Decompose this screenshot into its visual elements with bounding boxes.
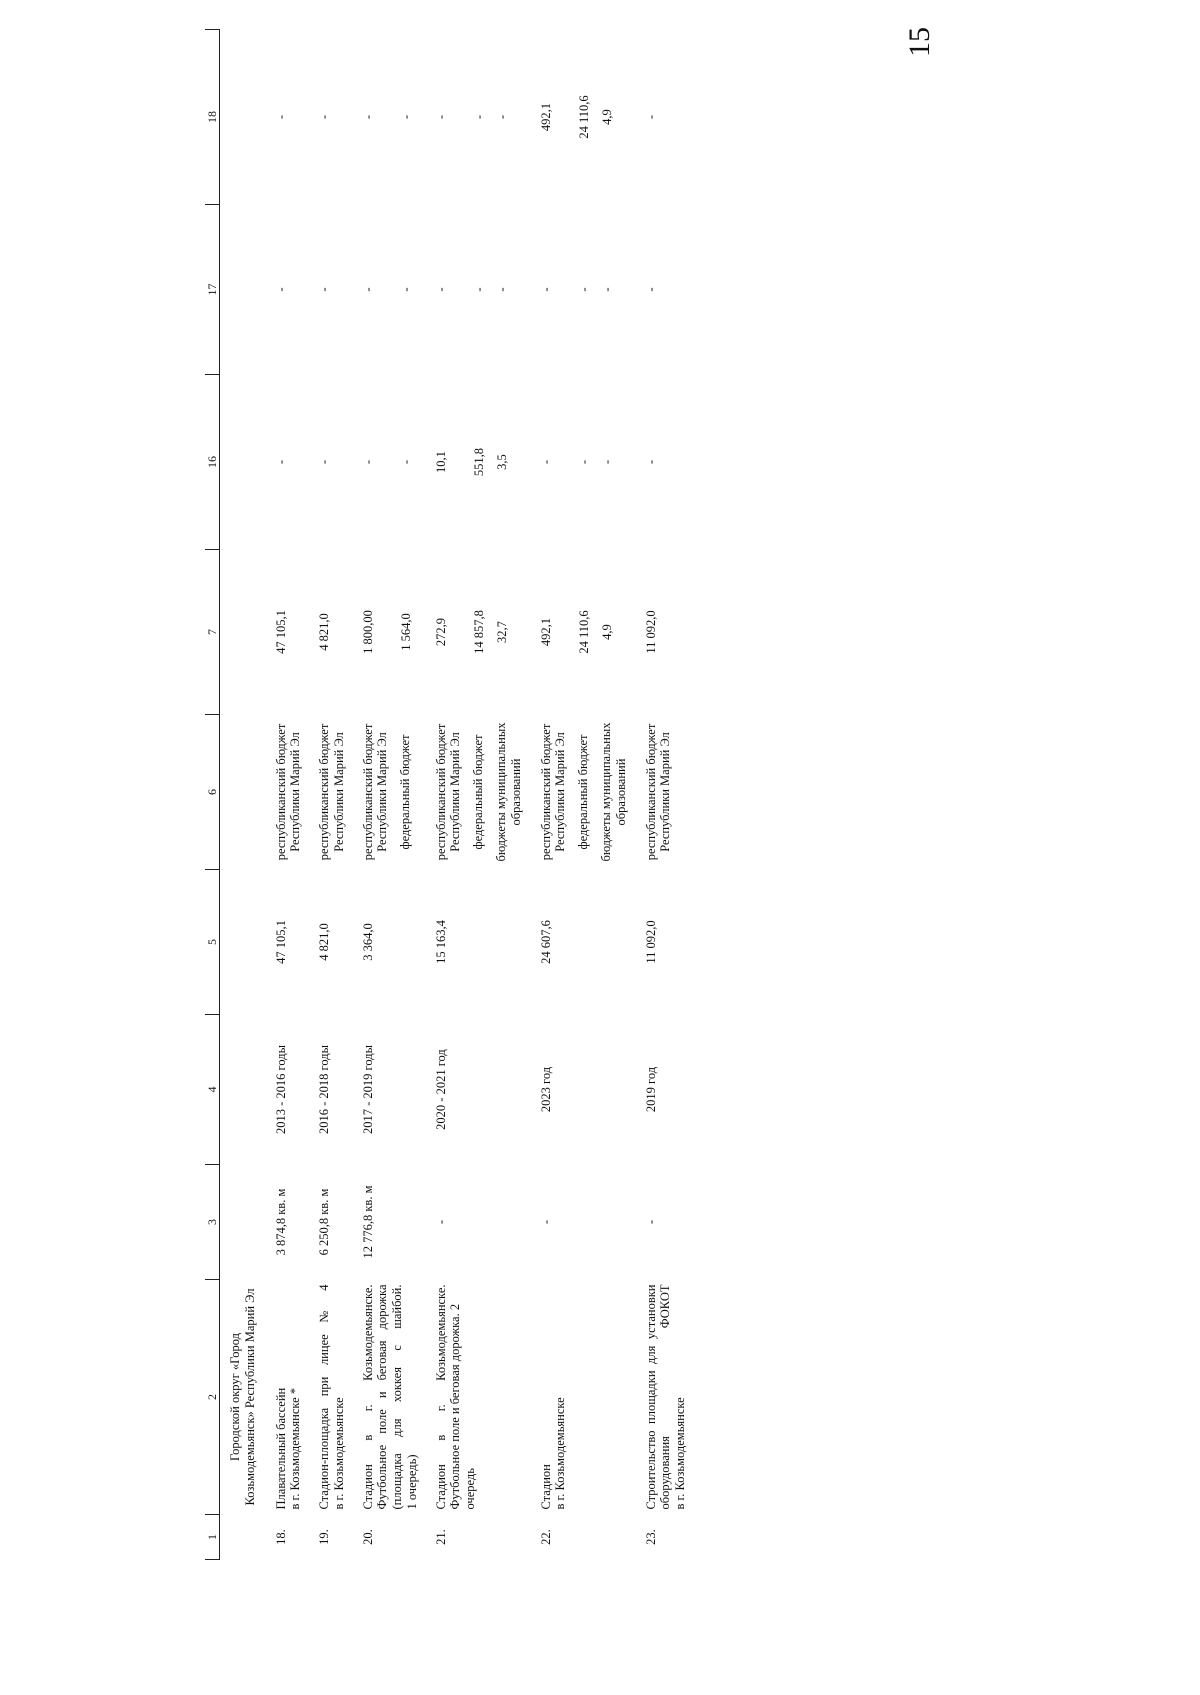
total-cost: 3 364,0	[360, 923, 375, 961]
value-c7	[640, 550, 698, 715]
funding-sources	[640, 715, 698, 870]
funding-sources	[430, 715, 535, 870]
value-item: 24 110,6	[576, 95, 591, 139]
value-item: -	[643, 459, 658, 465]
period: 2019 год	[643, 1066, 658, 1113]
object-name-line: в г. Козьмодемьянске	[553, 1397, 568, 1510]
row-number: 21.	[433, 1529, 448, 1545]
value-item: -	[494, 287, 509, 292]
table-row	[313, 30, 357, 1560]
object-name	[270, 1280, 314, 1515]
capacity: 6 250,8 кв. м	[317, 1188, 332, 1256]
value-c17	[430, 205, 535, 375]
value-item: 14 857,8	[471, 610, 486, 654]
value-item: 492,1	[538, 617, 553, 647]
period: 2013 - 2016 годы	[273, 1045, 288, 1135]
value-c18	[270, 30, 314, 205]
column-header-18: 18	[205, 30, 220, 205]
funding-sources	[535, 715, 640, 870]
value-item: -	[471, 114, 486, 120]
period: 2016 - 2018 годы	[317, 1045, 332, 1135]
value-c18	[640, 30, 698, 205]
object-name-line: Футбольное поле и беговая дорожка (площадка для хоккея с шайбой.	[375, 1284, 405, 1510]
value-item: 11 092,0	[643, 610, 658, 654]
object-name-line: Футбольное поле и беговая дорожка. 2 очередь	[448, 1303, 478, 1510]
value-item: -	[398, 114, 413, 120]
value-item: -	[494, 114, 509, 120]
value-item: 10,1	[433, 451, 448, 473]
object-name-line: Стадион в г. Козьмодемьянске.	[360, 1284, 375, 1510]
value-item: -	[360, 287, 375, 292]
object-name	[640, 1280, 698, 1515]
value-item: -	[273, 287, 288, 292]
column-header-6: 6	[205, 715, 220, 870]
object-name-line: Плавательный бассейн	[273, 1387, 288, 1510]
value-item: 32,7	[494, 621, 509, 643]
value-item: 492,1	[538, 102, 553, 132]
object-name-line: Строительство площадки для установки оборудования ФОКОТ	[643, 1284, 673, 1510]
table-body	[220, 30, 698, 1560]
column-header-4: 4	[205, 1015, 220, 1165]
value-item: 4,9	[599, 109, 614, 125]
object-name	[357, 1280, 430, 1515]
value-item: -	[360, 459, 375, 465]
funding-source: республиканский бюджет Республики Марий Эл	[643, 723, 673, 861]
value-c18	[357, 30, 430, 205]
table-row	[270, 30, 314, 1560]
value-item: -	[317, 114, 332, 120]
object-name	[313, 1280, 357, 1515]
object-name	[535, 1280, 640, 1515]
column-header-1: 1	[205, 1515, 220, 1560]
funding-source: республиканский бюджет Республики Марий Эл	[538, 723, 568, 861]
row-number: 22.	[538, 1529, 553, 1545]
value-c17	[535, 205, 640, 375]
funding-sources	[357, 715, 430, 870]
value-item: -	[643, 114, 658, 120]
value-c18	[535, 30, 640, 205]
funding-source: федеральный бюджет	[398, 734, 413, 850]
value-item: -	[643, 287, 658, 292]
total-cost: 24 607,6	[538, 920, 553, 964]
object-name-line: Стадион-площадка при лицее № 4	[317, 1284, 332, 1510]
value-c17	[640, 205, 698, 375]
funding-source: бюджеты муниципальных образований	[598, 722, 628, 862]
total-cost: 4 821,0	[317, 923, 332, 961]
value-item: -	[538, 459, 553, 465]
value-item: -	[576, 459, 591, 465]
table-row	[357, 30, 430, 1560]
row-number: 20.	[360, 1529, 375, 1545]
value-c16	[313, 375, 357, 550]
value-item: -	[317, 287, 332, 292]
value-c7	[535, 550, 640, 715]
value-item: 24 110,6	[576, 610, 591, 654]
value-item: -	[599, 287, 614, 292]
column-header-7: 7	[205, 550, 220, 715]
row-number: 18.	[273, 1529, 288, 1545]
value-item: -	[273, 114, 288, 120]
value-item: 1 800,00	[360, 610, 375, 654]
value-item: -	[360, 114, 375, 120]
table-row	[640, 30, 698, 1560]
funding-source: федеральный бюджет	[471, 734, 486, 850]
value-item: 272,9	[433, 617, 448, 647]
value-c18	[313, 30, 357, 205]
page-number: 15	[903, 27, 936, 57]
row-number: 19.	[317, 1529, 332, 1545]
header-row	[205, 30, 220, 1560]
funding-source: федеральный бюджет	[576, 734, 591, 850]
column-header-2: 2	[205, 1280, 220, 1515]
total-cost: 11 092,0	[643, 920, 658, 964]
object-name-line: Стадион в г. Козьмодемьянске.	[433, 1284, 448, 1510]
value-c7	[357, 550, 430, 715]
value-item: -	[273, 459, 288, 465]
capacity: -	[433, 1219, 448, 1225]
capacity: -	[538, 1219, 553, 1225]
column-header-5: 5	[205, 870, 220, 1015]
funding-sources	[270, 715, 314, 870]
period: 2023 год	[538, 1066, 553, 1113]
value-item: -	[433, 287, 448, 292]
period: 2020 - 2021 год	[433, 1049, 448, 1130]
value-item: -	[398, 459, 413, 465]
value-item: 551,8	[471, 447, 486, 477]
capacity: 3 874,8 кв. м	[273, 1188, 288, 1256]
value-c16	[640, 375, 698, 550]
total-cost: 47 105,1	[273, 920, 288, 964]
value-item: -	[576, 287, 591, 292]
funding-source: республиканский бюджет Республики Марий Эл	[317, 723, 346, 861]
value-item: -	[317, 459, 332, 465]
region-title: Городской округ «Город Козьмодемьянск» Республики Марий Эл	[228, 1288, 257, 1506]
value-c17	[270, 205, 314, 375]
value-c16	[357, 375, 430, 550]
object-name-line: в г. Козьмодемьянске *	[288, 1387, 303, 1510]
value-item: -	[398, 287, 413, 292]
value-item: 1 564,0	[398, 613, 413, 651]
region-row	[220, 30, 270, 1560]
funding-source: республиканский бюджет Республики Марий Эл	[360, 723, 390, 861]
capacity: 12 776,8 кв. м	[360, 1185, 375, 1259]
period: 2017 - 2019 годы	[360, 1045, 375, 1135]
object-name-line: в г. Козьмодемьянске	[331, 1397, 346, 1510]
object-name-line: Стадион	[538, 1464, 553, 1510]
value-item: 3,5	[494, 454, 509, 470]
value-item: -	[433, 114, 448, 120]
table-row	[535, 30, 640, 1560]
value-c17	[313, 205, 357, 375]
value-item: -	[599, 459, 614, 465]
value-c7	[313, 550, 357, 715]
column-header-17: 17	[205, 205, 220, 375]
column-header-16: 16	[205, 375, 220, 550]
value-item: -	[471, 287, 486, 292]
funding-source: республиканский бюджет Республики Марий Эл	[433, 723, 463, 861]
value-c18	[430, 30, 535, 205]
capacity: -	[643, 1219, 658, 1225]
value-c17	[357, 205, 430, 375]
investment-table	[205, 29, 698, 1560]
table-row	[430, 30, 535, 1560]
object-name-line: в г. Козьмодемьянске	[673, 1397, 688, 1510]
value-c16	[270, 375, 314, 550]
column-header-3: 3	[205, 1165, 220, 1280]
object-name	[430, 1280, 535, 1515]
value-item: 4 821,0	[317, 613, 332, 651]
funding-sources	[313, 715, 357, 870]
row-number: 23.	[643, 1529, 658, 1545]
value-c7	[270, 550, 314, 715]
funding-source: республиканский бюджет Республики Марий Эл	[273, 723, 303, 861]
value-c16	[430, 375, 535, 550]
object-name-line: 1 очередь)	[404, 1454, 419, 1510]
value-c7	[430, 550, 535, 715]
value-c16	[535, 375, 640, 550]
funding-source: бюджеты муниципальных образований	[493, 722, 523, 862]
table-header	[205, 30, 220, 1560]
rotated-table-container	[205, 30, 1025, 1560]
value-item: 4,9	[599, 624, 614, 640]
value-item: 47 105,1	[273, 610, 288, 654]
total-cost: 15 163,4	[433, 920, 448, 964]
value-item: -	[538, 287, 553, 292]
